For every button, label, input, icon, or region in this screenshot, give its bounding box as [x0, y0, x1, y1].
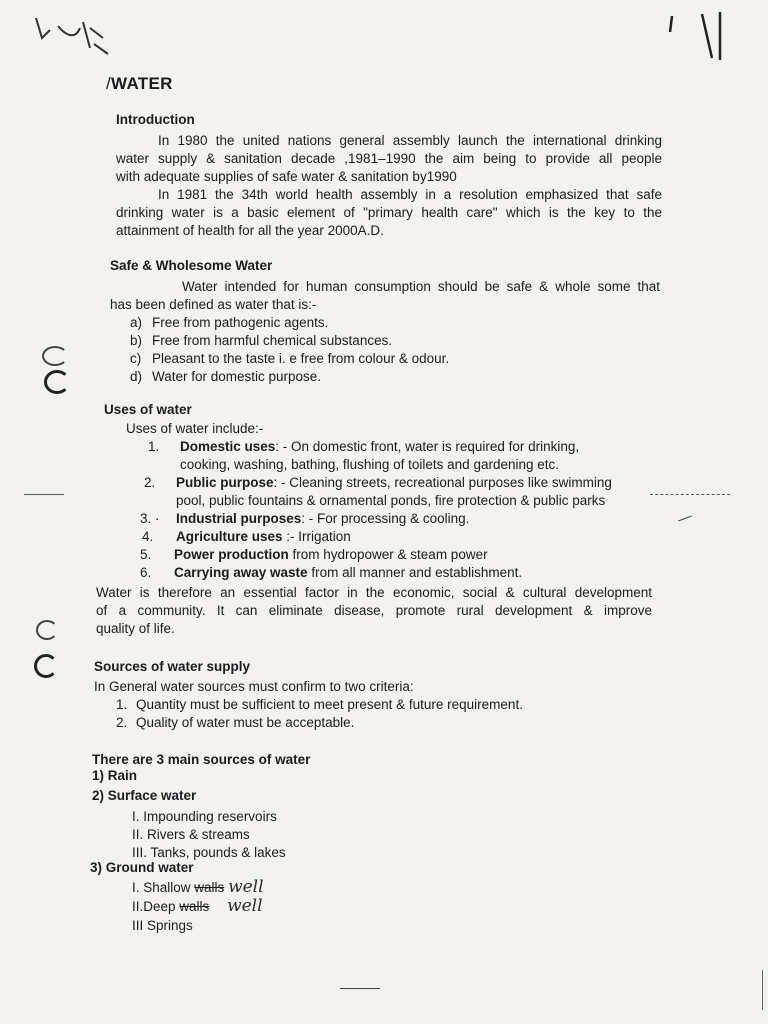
list-item: c) Pleasant to the taste i. e free from colour & odour. — [130, 351, 450, 366]
intro-p1-line: In 1980 the united nations general assembly launch the international drinking — [158, 133, 662, 148]
uses-intro: Uses of water include:- — [126, 421, 264, 436]
safe-intro — [110, 278, 660, 314]
punch-hole-mark — [36, 620, 58, 640]
intro-p2-line: drinking water is a basic element of "primary health care" which is the key to the — [116, 205, 662, 220]
ground-list — [132, 878, 264, 935]
page-title — [106, 74, 173, 94]
sources-intro: In General water sources must confirm to two criteria: — [94, 679, 414, 694]
list-item: d) Water for domestic purpose. — [130, 369, 322, 384]
safe-list — [130, 314, 449, 386]
list-item: 2. Public purpose: - Cleaning streets, recreational purposes like swimming — [144, 475, 612, 490]
margin-tick — [678, 516, 691, 522]
list-item: b) Free from harmful chemical substances. — [130, 333, 393, 348]
source-ground: 3) Ground water — [90, 860, 194, 875]
right-edge-line — [762, 970, 763, 1010]
list-item: 1. Domestic uses: - On domestic front, water is required for drinking, — [148, 439, 580, 454]
list-item: II. Rivers & streams — [132, 827, 250, 842]
heading-safe-water: Safe & Wholesome Water — [110, 258, 273, 273]
uses-list — [140, 438, 654, 582]
heading-main-sources: There are 3 main sources of water — [92, 752, 311, 767]
surface-list — [132, 808, 286, 862]
intro-p2-line: attainment of health for all the year 2000A.D. — [116, 223, 384, 238]
bottom-scribble — [340, 988, 380, 989]
corner-strokes — [660, 8, 740, 68]
intro-p2-line: In 1981 the 34th world health assembly in a resolution emphasized that safe — [158, 187, 662, 202]
summary-line: of a community. It can eliminate disease, promote rural development & improve — [96, 603, 652, 618]
handwritten-correction: well — [228, 877, 264, 897]
safe-intro-line: Water intended for human consumption should be safe & whole some that — [182, 279, 660, 294]
heading-sources: Sources of water supply — [94, 659, 251, 674]
summary-line: quality of life. — [96, 621, 175, 636]
list-item: III Springs — [132, 918, 193, 933]
punch-hole-mark — [42, 346, 68, 366]
scribble-mark — [28, 8, 118, 68]
list-item-continuation: pool, public fountains & ornamental ponds, fire protection & public parks — [176, 493, 606, 508]
margin-dash — [650, 494, 730, 495]
intro-p1-line: water supply & sanitation decade ,1981–1990 the aim being to provide all people — [116, 151, 662, 166]
heading-introduction: Introduction — [116, 112, 195, 127]
title-text: WATER — [111, 74, 173, 93]
list-item: III. Tanks, pounds & lakes — [132, 845, 286, 860]
list-item: 1. Quantity must be sufficient to meet present & future requirement. — [116, 697, 523, 712]
margin-dash — [24, 494, 64, 495]
heading-uses-water: Uses of water — [104, 402, 192, 417]
source-surface: 2) Surface water — [92, 788, 197, 803]
intro-paragraph-1 — [116, 132, 662, 240]
list-item: 2. Quality of water must be acceptable. — [116, 715, 355, 730]
list-item: I. Shallow walls well — [132, 877, 264, 897]
safe-intro-line: has been defined as water that is:- — [110, 297, 317, 312]
list-item: 6. Carrying away waste from all manner and establishment. — [140, 565, 523, 580]
list-item: I. Impounding reservoirs — [132, 809, 277, 824]
source-rain: 1) Rain — [92, 768, 138, 783]
uses-summary — [96, 584, 652, 638]
handwritten-correction: well — [227, 896, 263, 916]
list-item: 3. · Industrial purposes: - For processing & cooling. — [140, 511, 470, 526]
list-item: 4. Agriculture uses :- Irrigation — [142, 529, 351, 544]
summary-line: Water is therefore an essential factor in the economic, social & cultural development — [96, 585, 652, 600]
punch-hole-mark — [34, 654, 58, 678]
punch-hole-mark — [44, 370, 70, 394]
list-item: a) Free from pathogenic agents. — [130, 315, 329, 330]
sources-list — [116, 696, 523, 732]
list-item: 5. Power production from hydropower & steam power — [140, 547, 488, 562]
title-prefix: / — [106, 74, 112, 93]
intro-p1-line: with adequate supplies of safe water & sanitation by1990 — [116, 169, 457, 184]
list-item-continuation: cooking, washing, bathing, flushing of toilets and gardening etc. — [180, 457, 560, 472]
list-item: II.Deep walls well — [132, 896, 263, 916]
